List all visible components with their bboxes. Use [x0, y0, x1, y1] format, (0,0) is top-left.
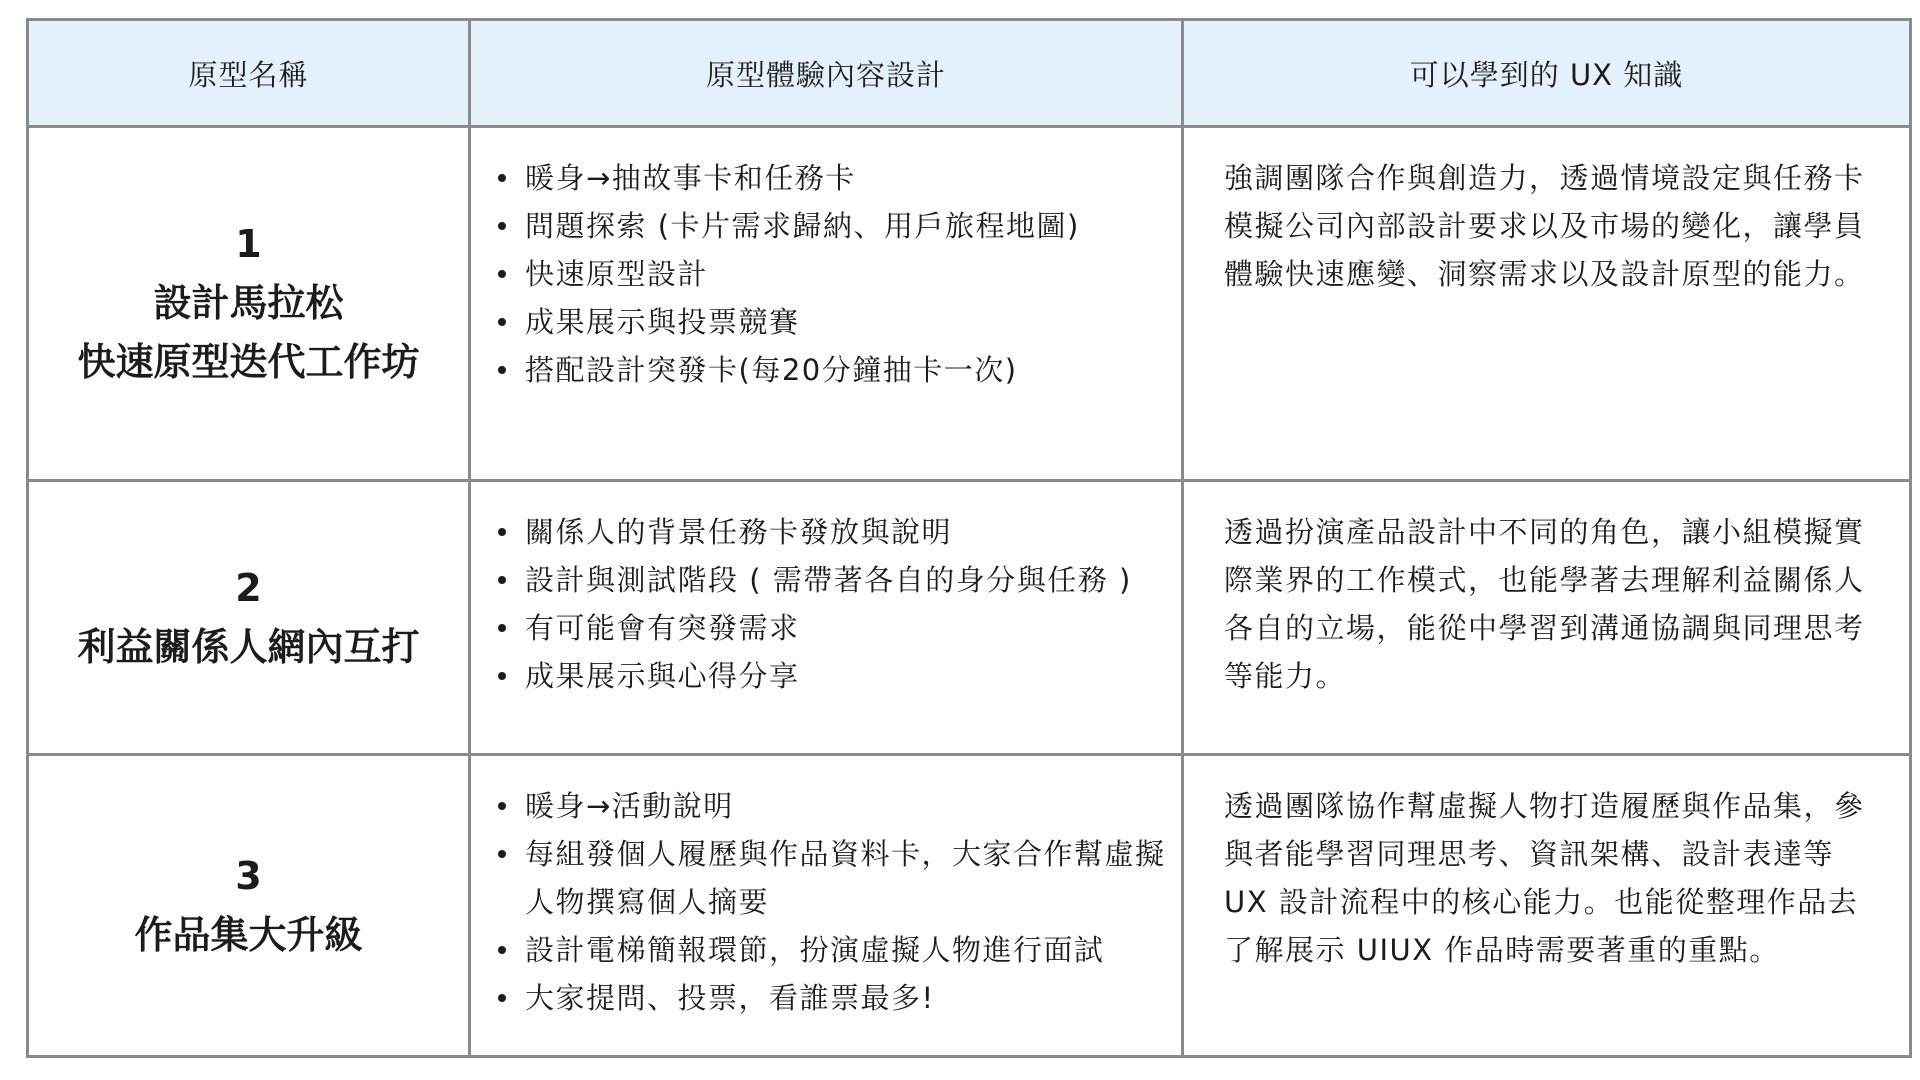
prototype-name-cell	[28, 755, 470, 1057]
experience-design-cell	[470, 127, 1183, 481]
prototype-name-cell	[28, 481, 470, 755]
prototype-name-line: 作品集大升級	[134, 912, 363, 957]
prototype-name-line: 利益關係人網內互打	[77, 624, 420, 669]
list-item: 大家提問、投票，看誰票最多!	[525, 974, 1173, 1022]
ux-knowledge-cell: 強調團隊合作與創造力，透過情境設定與任務卡模擬公司內部設計要求以及市場的變化，讓學員體驗快速應變、洞察需求以及設計原型的能力。	[1183, 127, 1911, 481]
experience-design-cell	[470, 755, 1183, 1057]
list-item: 關係人的背景任務卡發放與說明	[525, 508, 1173, 556]
experience-list	[481, 508, 1173, 700]
prototype-name-line: 快速原型迭代工作坊	[77, 340, 420, 385]
table-row	[28, 127, 1911, 481]
list-item: 快速原型設計	[525, 250, 1173, 298]
list-item: 成果展示與投票競賽	[525, 298, 1173, 346]
list-item: 問題探索 (卡片需求歸納、用戶旅程地圖)	[525, 202, 1173, 250]
header-row	[28, 20, 1911, 127]
experience-list	[481, 782, 1173, 1022]
prototype-table-container	[26, 18, 1909, 1058]
header-prototype-name: 原型名稱	[28, 20, 470, 127]
header-experience-design: 原型體驗內容設計	[470, 20, 1183, 127]
table-row	[28, 755, 1911, 1057]
list-item: 每組發個人履歷與作品資料卡，大家合作幫虛擬人物撰寫個人摘要	[525, 830, 1173, 926]
prototype-name-line: 設計馬拉松	[153, 281, 344, 326]
experience-list	[481, 154, 1173, 394]
ux-knowledge-cell: 透過扮演產品設計中不同的角色，讓小組模擬實際業界的工作模式，也能學著去理解利益關係人各自的立場，能從中學習到溝通協調與同理思考等能力。	[1183, 481, 1911, 755]
prototype-number: 1	[235, 222, 262, 267]
list-item: 設計電梯簡報環節，扮演虛擬人物進行面試	[525, 926, 1173, 974]
header-ux-knowledge: 可以學到的 UX 知識	[1183, 20, 1911, 127]
prototype-table	[26, 18, 1912, 1058]
list-item: 暖身→抽故事卡和任務卡	[525, 154, 1173, 202]
experience-design-cell	[470, 481, 1183, 755]
table-row	[28, 481, 1911, 755]
list-item: 有可能會有突發需求	[525, 604, 1173, 652]
list-item: 搭配設計突發卡(每20分鐘抽卡一次)	[525, 346, 1173, 394]
prototype-name-cell	[28, 127, 470, 481]
list-item: 暖身→活動說明	[525, 782, 1173, 830]
ux-knowledge-cell: 透過團隊協作幫虛擬人物打造履歷與作品集，參與者能學習同理思考、資訊架構、設計表達等 UX 設計流程中的核心能力。也能從整理作品去了解展示 UIUX 作品時需要著重的重點。	[1183, 755, 1911, 1057]
prototype-number: 3	[235, 853, 262, 898]
list-item: 成果展示與心得分享	[525, 652, 1173, 700]
list-item: 設計與測試階段 ( 需帶著各自的身分與任務 )	[525, 556, 1173, 604]
prototype-number: 2	[235, 565, 262, 610]
